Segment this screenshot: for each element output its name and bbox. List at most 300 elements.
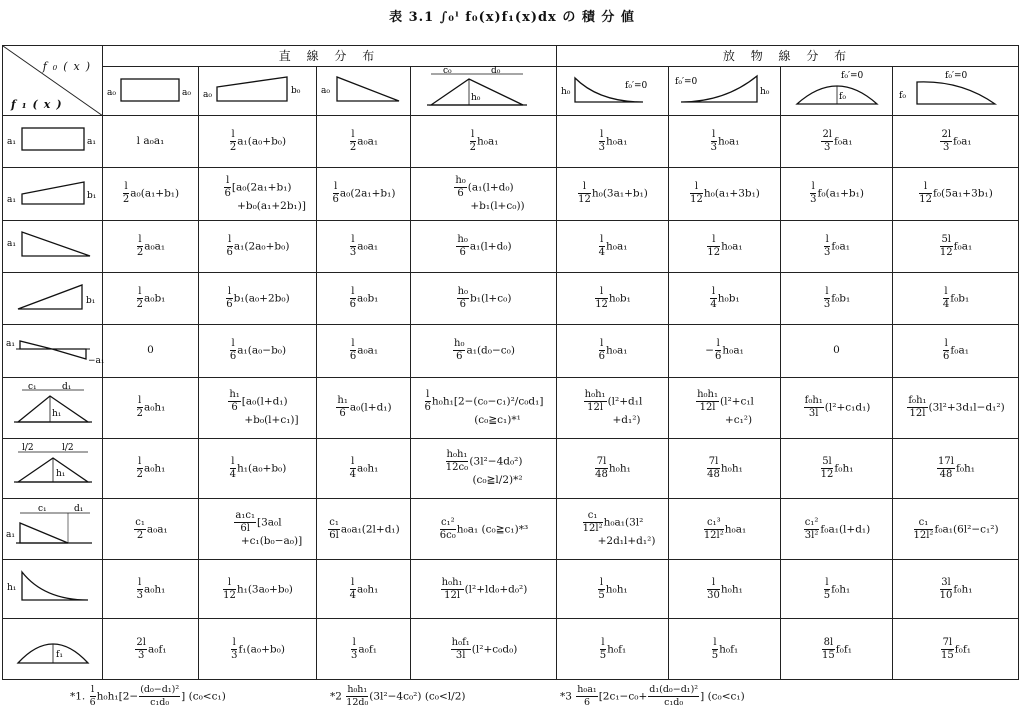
cell-r8-c5 [557, 499, 669, 560]
cell-expr: (l²+ld₀+d₀²) [464, 583, 528, 596]
cell-fraction [350, 577, 356, 602]
row-shape-triangle-dec [3, 220, 103, 272]
cell-fraction [226, 286, 232, 311]
parabola-arc-diagram [4, 621, 102, 673]
cell-expr: a₀a₁ [357, 135, 379, 148]
cell-r1-c3 [317, 116, 411, 168]
cell-fraction [234, 510, 256, 535]
cell-fraction [599, 129, 605, 154]
col-shape-parabola-inc [669, 67, 781, 116]
label-h0: h₀ [471, 93, 481, 103]
cell-fraction [707, 456, 720, 481]
cell-fraction [937, 456, 955, 481]
cell-expr: f₀a₁ [950, 344, 969, 357]
corner-cell [3, 46, 103, 116]
cell-fraction-den: 5 [599, 649, 607, 661]
cell-fraction [230, 129, 236, 154]
cell-expr: a₁(a₀+b₀) [237, 135, 287, 148]
cell-r1-c7 [781, 116, 893, 168]
cell-expr: a₀h₁ [356, 462, 379, 475]
cell-fraction [710, 286, 716, 311]
cell-r1-c1 [103, 116, 199, 168]
cell-r9-c4 [411, 560, 557, 619]
cell-fraction-num: l [232, 636, 236, 648]
cell-fraction-den: 6 [598, 351, 605, 363]
cell-fraction-num: l [712, 129, 716, 141]
col-shape-parabola-dec [557, 67, 669, 116]
cell-r7-c4 [411, 438, 557, 499]
cell-fraction [824, 577, 830, 602]
cell-expr: f₀h₁ [953, 583, 973, 596]
cell-fraction-den: 12 [919, 194, 932, 206]
label-a0: a₀ [321, 86, 330, 96]
row-shape-peak [3, 377, 103, 438]
label-f0-prime: f₀′=0 [675, 77, 698, 87]
cell-expr: f₀a₁ [953, 135, 972, 148]
cell-r5-c5 [557, 325, 669, 377]
cell-expr: (l²+c₀d₀) [471, 643, 518, 655]
cell-expr: a₀h₁ [143, 462, 166, 475]
footnote-fraction-num: h₀h₁ [347, 684, 368, 695]
row-shape-antisymmetric [3, 325, 103, 377]
label-neg-a1: −a₁ [87, 355, 105, 366]
cell-fraction-num: h₀h₁ [697, 388, 718, 400]
label-f0: f₀ [839, 92, 846, 102]
parabolic-group-header: 放 物 線 分 布 [557, 46, 1019, 67]
cell-fraction [599, 338, 605, 363]
cell-fraction [704, 517, 724, 542]
cell-expr: a₀h₁ [143, 583, 166, 596]
label-c1: c₁ [27, 381, 37, 392]
cell-fraction [441, 577, 464, 602]
cell-r7-c7 [781, 438, 893, 499]
cell-r5-c3 [317, 325, 411, 377]
cell-r3-c2 [199, 220, 317, 272]
cell-value: 0 [147, 344, 154, 357]
cell-expr: a₀(a₁+b₁) [130, 187, 180, 200]
cell-r7-c2 [199, 438, 317, 499]
footnote-fraction-den: 12d₀ [346, 697, 369, 708]
cell-fraction-den: 12 [939, 246, 953, 258]
cell-r8-c8 [893, 499, 1019, 560]
cell-fraction-num: l [223, 577, 236, 590]
cell-fraction-den: 6 [332, 194, 339, 206]
cell-expr: (l²+d₁l [607, 395, 643, 408]
cell-fraction-den: 6 [456, 351, 463, 363]
footnote-bracket-open: [2− [118, 690, 139, 703]
footnote-expr: h₀h₁ [96, 690, 119, 703]
footnote-fraction-den: 6 [583, 697, 590, 708]
cell-fraction [425, 389, 431, 414]
row-shape-parabola-arc [3, 619, 103, 680]
cell-r1-c8 [893, 116, 1019, 168]
cell-fraction [824, 234, 830, 259]
col-shape-parabola-arc [781, 67, 893, 116]
cell-expr: h₀h₁[2−(c₀−c₁)²/c₀d₁] [431, 395, 544, 408]
label-l-half-right: l/2 [61, 443, 74, 454]
cell-fraction [822, 637, 835, 662]
cell-fraction-den: 6 [457, 187, 464, 199]
col-shape-triangle [317, 67, 411, 116]
cell-fraction [123, 181, 129, 206]
cell-r10-c6 [669, 619, 781, 680]
cell-fraction-den: 12l² [703, 529, 724, 541]
cell-r9-c3 [317, 560, 411, 619]
cell-fraction [707, 234, 720, 259]
cell-expr: b₁(l+c₀) [470, 292, 512, 305]
cell-fraction-num: l [138, 455, 142, 467]
cell-fraction-num: l [138, 395, 142, 407]
cell-fraction-num: 2l [822, 129, 832, 141]
label-f1: f₁ [55, 650, 63, 660]
cell-expr: f₀h₁ [831, 583, 851, 596]
cell-r3-c5 [557, 220, 669, 272]
cell-fraction [454, 175, 466, 200]
cell-r4-c2 [199, 272, 317, 324]
cell-fraction [137, 395, 143, 420]
cell-expr: a₀(2a₁+b₁) [339, 187, 396, 200]
cell-r4-c4 [411, 272, 557, 324]
parabola-arc-diagram [783, 68, 891, 110]
cell-fraction [690, 181, 703, 206]
cell-fraction [446, 449, 469, 474]
triangle-decreasing-diagram [4, 222, 102, 266]
cell-fraction-den: 6l [240, 523, 250, 535]
cell-fraction-den: 12l [587, 401, 604, 413]
cell-expr-cont: +d₁²) [612, 413, 641, 426]
cell-fraction [941, 637, 954, 662]
cell-expr-cont: +b₁(l+c₀)) [470, 199, 525, 212]
cell-r6-c6 [669, 377, 781, 438]
cell-expr: f₀f₁ [835, 643, 852, 655]
cell-r10-c3 [317, 619, 411, 680]
footnote-fraction-num: h₀a₁ [577, 684, 597, 695]
cell-fraction [821, 456, 834, 481]
cell-expr: a₁(a₀−b₀) [237, 344, 287, 357]
cell-r7-c3 [317, 438, 411, 499]
cell-fraction-num: 7l [596, 455, 607, 467]
cell-expr: h₀f₁ [607, 643, 627, 655]
header-row-shapes [3, 67, 1019, 116]
cell-r2-c3 [317, 168, 411, 220]
cell-fraction-den: 4 [349, 589, 356, 601]
label-d1: d₁ [61, 381, 71, 392]
cell-fraction-den: 48 [939, 468, 953, 480]
cell-fraction-num: l [351, 129, 355, 141]
cell-r6-c7 [781, 377, 893, 438]
cell-expr: f₀h₁ [955, 462, 976, 475]
label-c1: c₁ [37, 504, 47, 515]
cell-r2-c6 [669, 168, 781, 220]
footnote-condition: (c₀<c₁) [188, 690, 226, 703]
footnote-inner-num: (d₀−d₁)² [140, 684, 180, 695]
cell-fraction [583, 510, 603, 535]
cell-fraction-num: l [825, 576, 829, 588]
cell-fraction [350, 129, 356, 154]
table-row [3, 272, 1019, 324]
cell-fraction-den: 6 [224, 187, 231, 199]
cell-fraction-den: 3 [349, 246, 357, 258]
cell-fraction-den: 6 [424, 401, 431, 413]
cell-expr: a₀b₁ [356, 292, 379, 305]
cell-fraction-den: 3 [810, 194, 817, 206]
cell-r8-c3 [317, 499, 411, 560]
cell-fraction-num: l [351, 576, 355, 588]
cell-r1-c5 [557, 116, 669, 168]
table-row [3, 499, 1019, 560]
cell-r6-c5 [557, 377, 669, 438]
footnote-condition: (c₀<c₁) [707, 690, 745, 703]
cell-r2-c1 [103, 168, 199, 220]
cell-fraction [715, 338, 721, 363]
footnote-mark: *1. [70, 690, 86, 703]
cell-expr: a₀(l+d₁) [349, 401, 392, 414]
cell-fraction-num: l [919, 181, 932, 194]
cell-expr: h₀f₁ [719, 643, 739, 655]
cell-fraction-num: h₀ [457, 286, 469, 298]
cell-fraction-den: 3 [823, 299, 831, 311]
cell-fraction [224, 175, 230, 200]
cell-fraction-den: 2 [122, 194, 130, 206]
cell-r2-c2 [199, 168, 317, 220]
cell-fraction-num: a₁c₁ [235, 510, 255, 522]
cell-r8-c7 [781, 499, 893, 560]
cell-fraction-den: 3 [351, 649, 358, 661]
cell-value: l a₀a₁ [136, 135, 165, 148]
cell-fraction [137, 286, 143, 311]
cell-fraction-num: l [351, 233, 355, 245]
cell-expr: f₁(a₀+b₀) [238, 643, 285, 655]
cell-fraction-num: l [600, 338, 604, 350]
cell-fraction-num: c₁³ [704, 517, 724, 530]
footnote-inner-fraction [139, 684, 180, 709]
cell-r8-c4 [411, 499, 557, 560]
cell-r9-c2 [199, 560, 317, 619]
cell-fraction-den: 12 [223, 589, 236, 601]
cell-fraction [336, 395, 348, 420]
cell-fraction-num: l [601, 636, 605, 648]
table-row [3, 220, 1019, 272]
cell-fraction-den: 6 [459, 299, 466, 311]
cell-fraction-den: 3l [808, 408, 819, 420]
parabola-decreasing-diagram [4, 562, 102, 612]
cell-fraction-num: h₀ [457, 233, 468, 245]
cell-r6-c8 [893, 377, 1019, 438]
cell-fraction [453, 338, 465, 363]
cell-fraction [457, 286, 469, 311]
footnote-inner-den: c₁d₀ [150, 697, 170, 708]
table-row [3, 325, 1019, 377]
cell-expr: f₀f₁ [954, 643, 971, 655]
cell-fraction-den: 10 [939, 589, 953, 601]
cell-r3-c8 [893, 220, 1019, 272]
cell-fraction-den: 2 [349, 142, 357, 154]
cell-fraction-den: 12 [595, 299, 608, 311]
cell-fraction [350, 338, 356, 363]
cell-expr: h₀a₁ [722, 344, 744, 357]
footnote-3 [560, 684, 745, 709]
cell-fraction-den: 4 [942, 299, 950, 311]
label-f0-prime: f₀′=0 [625, 81, 648, 91]
f0-axis-label: f₀(x) [42, 60, 96, 73]
table-title: 表 3.1 ∫₀ˡ f₀(x)f₁(x)dx の 積 分 値 [389, 10, 635, 25]
cell-expr: h₀a₁ [724, 523, 747, 536]
cell-fraction-num: 5l [941, 233, 951, 245]
cell-fraction [821, 129, 833, 154]
label-a0-left: a₀ [107, 88, 116, 98]
cell-fraction-num: h₀ [455, 174, 466, 186]
cell-fraction-den: 6c₀ [439, 529, 456, 541]
cell-fraction-den: 5 [823, 589, 831, 601]
cell-fraction [712, 637, 718, 662]
cell-r8-c6 [669, 499, 781, 560]
label-f0: f₀ [899, 91, 906, 101]
cell-expr: h₀a₁ (c₀≧c₁)*³ [456, 523, 529, 536]
peak-triangle-diagram [4, 380, 102, 432]
cell-expr: f₀(a₁+b₁) [817, 187, 864, 200]
label-f0-prime: f₀′=0 [945, 71, 968, 81]
cell-fraction-num: f₀h₁ [804, 395, 823, 407]
cell-expr: a₁(l+d₀) [469, 240, 512, 253]
cell-fraction-den: 4 [710, 299, 717, 311]
cell-expr: a₀a₁ [357, 240, 379, 253]
cell-fraction-num: l [334, 181, 338, 193]
cell-r4-c3 [317, 272, 411, 324]
cell-fraction-num: l [707, 234, 720, 247]
cell-fraction-num: 5l [822, 455, 832, 467]
cell-expr: f₀a₁ [834, 135, 853, 148]
cell-fraction-den: 3 [138, 649, 145, 661]
cell-expr: h₀h₁ [720, 583, 743, 596]
cell-r5-c7 [781, 325, 893, 377]
cell-fraction [135, 637, 147, 662]
cell-fraction-num: l [825, 286, 829, 298]
cell-fraction-den: 3 [231, 649, 238, 661]
cell-value: 0 [833, 344, 840, 357]
cell-fraction-num: l [352, 636, 356, 648]
cell-r7-c8 [893, 438, 1019, 499]
cell-fraction-num: l [231, 338, 235, 350]
cell-fraction [595, 286, 608, 311]
cell-fraction [940, 234, 953, 259]
cell-fraction-den: 3 [710, 142, 717, 154]
cell-fraction-den: 4 [349, 468, 356, 480]
footnote-fraction [90, 684, 96, 709]
cell-fraction-den: 3 [598, 142, 605, 154]
cell-fraction-den: 6l [329, 529, 339, 541]
cell-fraction-den: 12l [699, 401, 716, 413]
cell-fraction [943, 286, 949, 311]
table-row [3, 619, 1019, 680]
cell-fraction-num: l [944, 286, 948, 298]
col-shape-trapezoid [199, 67, 317, 116]
cell-fraction-den: 3 [824, 246, 831, 258]
cell-expr: (3l²−4d₀²) [469, 455, 523, 468]
label-h1: h₁ [55, 469, 65, 480]
cell-fraction-den: 12 [707, 246, 721, 258]
cell-expr: a₀b₁ [143, 292, 166, 305]
cell-r5-c1 [103, 325, 199, 377]
cell-r2-c5 [557, 168, 669, 220]
cell-fraction [228, 389, 240, 414]
cell-fraction-num: l [231, 455, 235, 467]
cell-r5-c2 [199, 325, 317, 377]
cell-expr-cont: (c₀≧l/2)*² [472, 474, 523, 487]
label-c0: c₀ [443, 66, 452, 76]
cell-fraction [328, 517, 340, 542]
cell-r10-c2 [199, 619, 317, 680]
parabola-half-diagram [895, 68, 1017, 110]
cell-expr: h₀h₁ [605, 583, 628, 596]
row-shape-partial-triangle [3, 499, 103, 560]
cell-fraction-num: 7l [708, 455, 719, 467]
cell-expr: f₀(5a₁+3b₁) [932, 187, 993, 200]
cell-r10-c1 [103, 619, 199, 680]
cell-expr: h₀a₁ [605, 240, 628, 253]
cell-r8-c1 [103, 499, 199, 560]
cell-r3-c3 [317, 220, 411, 272]
cell-fraction-num: l [944, 338, 948, 350]
footnote-fraction-num: l [91, 684, 95, 695]
cell-r8-c2 [199, 499, 317, 560]
cell-fraction [810, 181, 816, 206]
footnote-fraction [346, 684, 368, 709]
cell-expr: h₀(3a₁+b₁) [591, 187, 648, 200]
cell-expr: f₀h₁ [834, 462, 854, 475]
cell-fraction [223, 577, 236, 602]
cell-fraction-den: 6 [459, 246, 466, 258]
cell-fraction-den: 6 [229, 351, 237, 363]
label-h0: h₀ [561, 87, 571, 97]
cell-r6-c2 [199, 377, 317, 438]
cell-fraction [137, 234, 143, 259]
cell-fraction-den: 6 [715, 351, 722, 363]
triangle-diagram [319, 69, 409, 109]
cell-r2-c7 [781, 168, 893, 220]
cell-fraction-num: l [690, 181, 703, 194]
cell-fraction [584, 389, 607, 414]
cell-fraction [804, 517, 820, 542]
cell-fraction [940, 129, 952, 154]
label-b0: b₀ [291, 86, 301, 96]
label-a1-left: a₁ [6, 136, 16, 147]
cell-r10-c8 [893, 619, 1019, 680]
cell-fraction-num: 2l [941, 129, 952, 141]
cell-fraction [230, 456, 236, 481]
cell-expr: a₀a₁ [144, 240, 166, 253]
cell-r5-c4 [411, 325, 557, 377]
cell-fraction [914, 517, 934, 542]
cell-expr: a₀a₁ [146, 523, 168, 536]
cell-fraction-num: 7l [942, 636, 953, 648]
cell-fraction-den: 2 [469, 142, 476, 154]
cell-expr: h₀(a₁+3b₁) [703, 187, 760, 200]
cell-fraction [707, 577, 720, 602]
cell-fraction-num: h₁ [229, 388, 240, 400]
cell-expr: a₀a₁ [357, 344, 379, 357]
cell-fraction [595, 456, 608, 481]
cell-expr: h₀h₁ [608, 462, 631, 475]
cell-expr: h₀a₁ [476, 135, 499, 148]
cell-fraction-num: l [711, 286, 716, 298]
footnote-inner-fraction [648, 684, 699, 709]
cell-expr: h₀a₁ [605, 135, 628, 148]
label-a0-right: a₀ [182, 88, 191, 98]
cell-fraction [456, 234, 468, 259]
cell-fraction-num: l [600, 129, 604, 141]
linear-group-header: 直 線 分 布 [103, 46, 557, 67]
footnote-1 [70, 684, 226, 709]
